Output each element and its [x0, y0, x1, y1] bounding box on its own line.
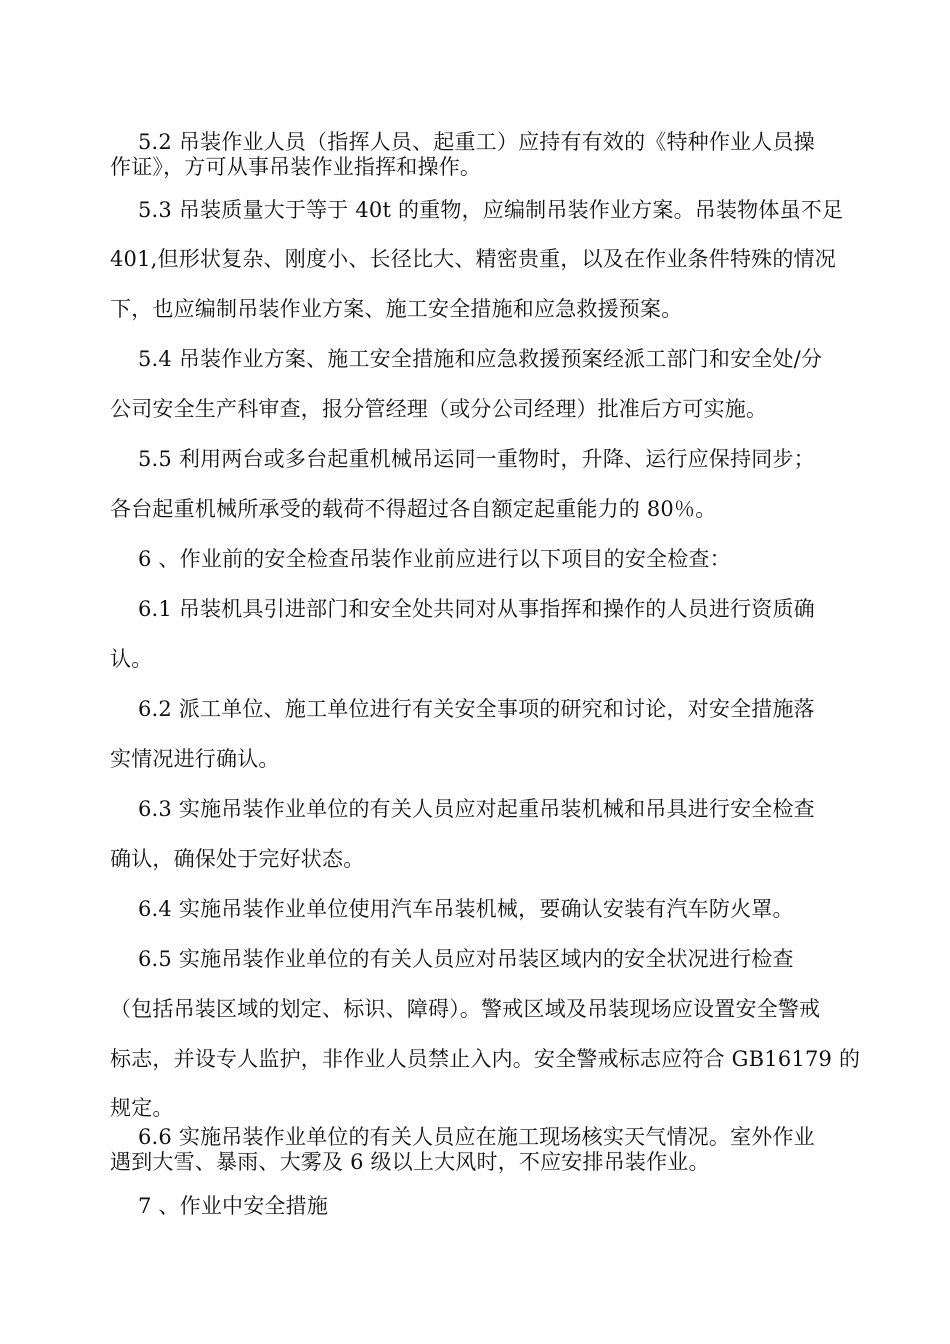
section-heading: 7 、作业中安全措施 — [138, 1194, 329, 1218]
text-line: 公司安全生产科审查，报分管经理（或分公司经理）批准后方可实施。 — [110, 397, 768, 421]
text-line: 确认，确保处于完好状态。 — [110, 847, 365, 871]
text-line: 实情况进行确认。 — [110, 747, 280, 771]
text-line: 遇到大雪、暴雨、大雾及 6 级以上大风时，不应安排吊装作业。 — [110, 1150, 710, 1174]
text-line: 6.2 派工单位、施工单位进行有关安全事项的研究和讨论，对安全措施落 — [138, 697, 815, 721]
text-line: 5.4 吊装作业方案、施工安全措施和应急救援预案经派工部门和安全处/分 — [138, 347, 823, 371]
text-line: 6.6 实施吊装作业单位的有关人员应在施工现场核实天气情况。室外作业 — [138, 1125, 815, 1149]
text-line: 作证》，方可从事吊装作业指挥和操作。 — [110, 155, 482, 179]
text-line: 6.1 吊装机具引进部门和安全处共同对从事指挥和操作的人员进行资质确 — [138, 597, 815, 621]
text-line: （包括吊装区域的划定、标识、障碍）。警戒区域及吊装现场应设置安全警戒 — [110, 997, 821, 1021]
text-line: 规定。 — [110, 1096, 174, 1120]
text-line: 6 、作业前的安全检查吊装作业前应进行以下项目的安全检查： — [138, 547, 731, 571]
text-line: 6.3 实施吊装作业单位的有关人员应对起重吊装机械和吊具进行安全检查 — [138, 797, 815, 821]
text-line: 401,但形状复杂、刚度小、长径比大、精密贵重，以及在作业条件特殊的情况 — [110, 247, 836, 271]
text-line: 5.2 吊装作业人员（指挥人员、起重工）应持有有效的《特种作业人员操 — [138, 130, 815, 154]
text-line: 6.4 实施吊装作业单位使用汽车吊装机械，要确认安装有汽车防火罩。 — [138, 897, 794, 921]
text-line: 各台起重机械所承受的载荷不得超过各自额定起重能力的 80％。 — [110, 497, 717, 521]
text-line: 6.5 实施吊装作业单位的有关人员应对吊装区域内的安全状况进行检查 — [138, 947, 794, 971]
text-line: 5.5 利用两台或多台起重机械吊运同一重物时，升降、运行应保持同步； — [138, 447, 815, 471]
text-line: 标志，并设专人监护，非作业人员禁止入内。安全警戒标志应符合 GB16179 的 — [110, 1047, 861, 1071]
text-line: 下，也应编制吊装作业方案、施工安全措施和应急救援预案。 — [110, 297, 683, 321]
text-line: 5.3 吊装质量大于等于 40t 的重物，应编制吊装作业方案。吊装物体虽不足 — [138, 198, 844, 222]
text-line: 认。 — [110, 647, 153, 671]
